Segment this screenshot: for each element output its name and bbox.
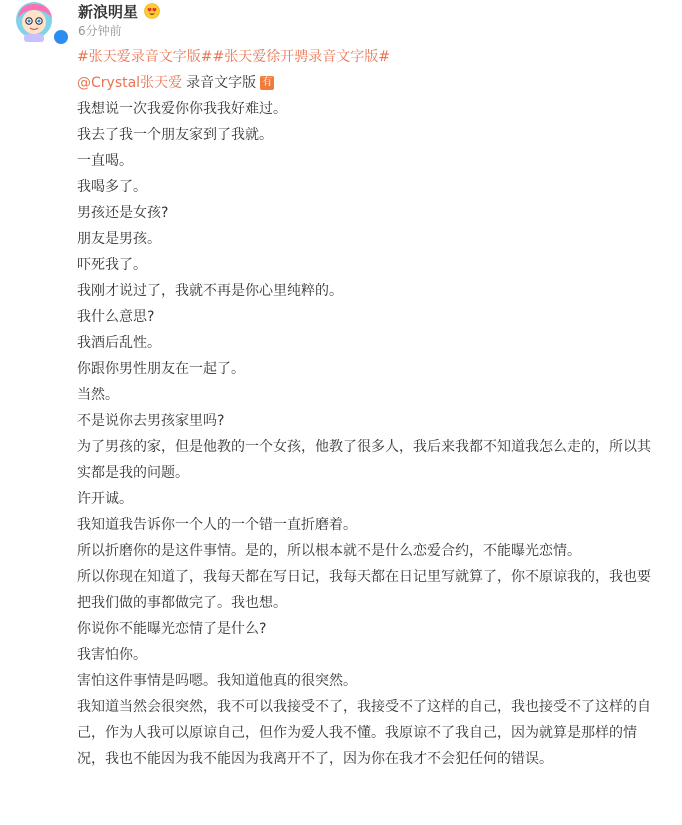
author-row: [78, 0, 160, 22]
text-line: 我喝多了。: [77, 179, 147, 195]
document-tag-icon: 有: [262, 77, 273, 88]
heart-eyes-emoji-icon: [144, 3, 160, 19]
text-line: 我去了我一个朋友家到了我就。: [77, 127, 273, 143]
mention-suffix: 录音文字版: [186, 75, 257, 91]
text-line: 所以折磨你的是这件事情。是的，所以根本就不是什么恋爱合约，不能曝光恋情。: [77, 543, 581, 559]
text-line: 吓死我了。: [77, 257, 147, 273]
text-line: 我知道当然会很突然，我不可以我接受不了，我接受不了这样的自己，我也接受不了这样的自己，作为人我可以原谅自己，但作为爱人我不懂。我原谅不了我自己，因为就算是那样的情况，我也不能因为我不能因为我离开不了，因为你在我才不会犯任何的错误。: [77, 699, 651, 767]
text-line: 当然。: [77, 387, 119, 403]
text-line: 朋友是男孩。: [77, 231, 161, 247]
topic-link[interactable]: #张天爱录音文字版#: [77, 49, 213, 65]
text-line: 我想说一次我爱你你我我好难过。: [77, 101, 287, 117]
text-line: 我酒后乱性。: [77, 335, 161, 351]
mention-line: [77, 70, 662, 96]
text-line: 我知道我告诉你一个人的一个错一直折磨着。: [77, 517, 357, 533]
mention-link[interactable]: @Crystal张天爱: [77, 75, 183, 91]
text-line: 为了男孩的家，但是他教的一个女孩，他教了很多人，我后来我都不知道我怎么走的，所以其实都是我的问题。: [77, 439, 651, 481]
topic-line: [77, 44, 662, 70]
text-line: 一直喝。: [77, 153, 133, 169]
text-line: 男孩还是女孩?: [77, 205, 169, 221]
text-line: 害怕这件事情是吗嗯。我知道他真的很突然。: [77, 673, 357, 689]
post-time[interactable]: 6分钟前: [78, 24, 122, 38]
text-line: 你跟你男性朋友在一起了。: [77, 361, 245, 377]
verified-v-icon: [52, 28, 70, 46]
text-line: 许开诚。: [77, 491, 133, 507]
text-line: 不是说你去男孩家里吗?: [77, 413, 225, 429]
text-line: 你说你不能曝光恋情了是什么?: [77, 621, 267, 637]
author-name[interactable]: 新浪明星: [78, 2, 139, 21]
topic-link[interactable]: #张天爱徐开骋录音文字版#: [212, 49, 390, 65]
text-line: 所以你现在知道了，我每天都在写日记，我每天都在日记里写就算了，你不原谅我的，我也要把我们做的事都做完了。我也想。: [77, 569, 651, 611]
text-line: 我什么意思?: [77, 309, 155, 325]
text-line: 我刚才说过了，我就不再是你心里纯粹的。: [77, 283, 343, 299]
text-line: 我害怕你。: [77, 647, 147, 663]
post-content: [77, 44, 662, 772]
